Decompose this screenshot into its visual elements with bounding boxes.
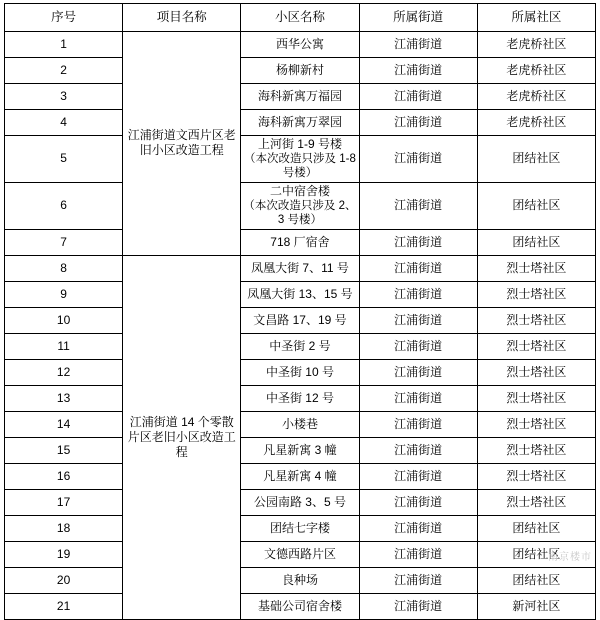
cell-residential-community: 老虎桥社区 [477,58,595,84]
cell-project-name: 江浦街道文西片区老旧小区改造工程 [123,32,241,256]
cell-index: 20 [5,567,123,593]
cell-street: 江浦街道 [359,489,477,515]
cell-street: 江浦街道 [359,110,477,136]
table-row [5,411,596,437]
table-row [5,515,596,541]
cell-community-name [241,333,359,359]
cell-community-name [241,281,359,307]
cell-residential-community: 烈士塔社区 [477,463,595,489]
cell-street: 江浦街道 [359,411,477,437]
cell-residential-community: 烈士塔社区 [477,359,595,385]
community-name-main: 中圣街 2 号 [269,338,331,353]
cell-community-name [241,84,359,110]
cell-community-name [241,489,359,515]
cell-community-name [241,437,359,463]
cell-street: 江浦街道 [359,463,477,489]
cell-index: 15 [5,437,123,463]
column-header-project: 项目名称 [123,4,241,32]
community-name-main: 上河街 1-9 号楼 [257,137,342,151]
table-row [5,136,596,183]
column-header-residential-community: 所属社区 [477,4,595,32]
table-row [5,255,596,281]
community-name-main: 文昌路 17、19 号 [253,312,347,327]
cell-community-name [241,515,359,541]
community-name-main: 海科新寓万翠园 [257,115,342,129]
cell-street: 江浦街道 [359,182,477,229]
cell-street: 江浦街道 [359,567,477,593]
cell-index: 10 [5,307,123,333]
table-row [5,281,596,307]
cell-residential-community: 团结社区 [477,567,595,593]
cell-community-name [241,359,359,385]
table-row [5,593,596,619]
cell-community-name [241,182,359,229]
cell-street: 江浦街道 [359,359,477,385]
cell-community-name [241,229,359,255]
community-name-main: 718 厂宿舍 [270,234,330,249]
cell-residential-community: 团结社区 [477,515,595,541]
cell-index: 17 [5,489,123,515]
table-header [5,4,596,32]
table-row [5,58,596,84]
table-body [5,32,596,620]
table-header-row [5,4,596,32]
cell-community-name [241,567,359,593]
table-row [5,463,596,489]
cell-index: 12 [5,359,123,385]
community-name-main: 凤凰大街 7、11 号 [251,260,349,275]
cell-community-name [241,541,359,567]
table-row [5,541,596,567]
cell-community-name [241,58,359,84]
cell-street: 江浦街道 [359,32,477,58]
cell-street: 江浦街道 [359,385,477,411]
cell-residential-community: 老虎桥社区 [477,84,595,110]
cell-street: 江浦街道 [359,84,477,110]
table-row [5,84,596,110]
column-header-index: 序号 [5,4,123,32]
community-name-main: 中圣街 10 号 [265,364,334,379]
cell-index: 4 [5,110,123,136]
cell-street: 江浦街道 [359,58,477,84]
renovation-projects-table [4,3,596,620]
cell-residential-community: 团结社区 [477,541,595,567]
cell-street: 江浦街道 [359,255,477,281]
cell-residential-community: 老虎桥社区 [477,110,595,136]
cell-index: 5 [5,136,123,183]
table-row [5,567,596,593]
community-name-note: （本次改造只涉及 2、3 号楼） [243,199,357,227]
cell-index: 1 [5,32,123,58]
column-header-community-name: 小区名称 [241,4,359,32]
community-name-main: 凡星新寓 3 幢 [263,442,337,457]
table-row [5,182,596,229]
cell-index: 21 [5,593,123,619]
cell-street: 江浦街道 [359,307,477,333]
community-name-main: 良种场 [281,572,318,587]
table-row [5,437,596,463]
table-row [5,307,596,333]
cell-index: 16 [5,463,123,489]
cell-index: 18 [5,515,123,541]
cell-street: 江浦街道 [359,333,477,359]
community-name-main: 团结七字楼 [269,520,330,535]
cell-street: 江浦街道 [359,541,477,567]
community-name-main: 基础公司宿舍楼 [257,598,342,613]
community-name-main: 西华公寓 [275,37,324,51]
community-name-main: 凡星新寓 4 幢 [263,468,337,483]
cell-community-name [241,307,359,333]
cell-residential-community: 烈士塔社区 [477,255,595,281]
table-row [5,333,596,359]
table-row [5,359,596,385]
cell-residential-community: 团结社区 [477,182,595,229]
cell-street: 江浦街道 [359,136,477,183]
cell-residential-community: 烈士塔社区 [477,333,595,359]
cell-residential-community: 烈士塔社区 [477,489,595,515]
column-header-street: 所属街道 [359,4,477,32]
cell-street: 江浦街道 [359,281,477,307]
cell-index: 13 [5,385,123,411]
cell-index: 9 [5,281,123,307]
community-name-main: 小楼巷 [281,416,318,431]
cell-community-name [241,255,359,281]
cell-index: 2 [5,58,123,84]
cell-community-name [241,411,359,437]
cell-residential-community: 老虎桥社区 [477,32,595,58]
cell-residential-community: 烈士塔社区 [477,411,595,437]
table-row [5,229,596,255]
cell-residential-community: 团结社区 [477,136,595,183]
cell-residential-community: 烈士塔社区 [477,437,595,463]
table-row [5,110,596,136]
cell-community-name [241,593,359,619]
community-name-main: 文德西路片区 [263,546,336,561]
cell-index: 7 [5,229,123,255]
community-name-main: 凤凰大街 13、15 号 [247,286,353,301]
cell-index: 19 [5,541,123,567]
cell-residential-community: 烈士塔社区 [477,385,595,411]
cell-index: 3 [5,84,123,110]
cell-street: 江浦街道 [359,593,477,619]
cell-index: 6 [5,182,123,229]
cell-index: 11 [5,333,123,359]
cell-street: 江浦街道 [359,437,477,463]
cell-residential-community: 团结社区 [477,229,595,255]
table-row [5,32,596,58]
watermark-text: 南京楼市 [548,552,592,563]
community-name-main: 杨柳新村 [275,63,324,77]
cell-street: 江浦街道 [359,515,477,541]
cell-community-name [241,32,359,58]
table-row [5,385,596,411]
cell-residential-community: 新河社区 [477,593,595,619]
table-row [5,489,596,515]
community-name-main: 二中宿舍楼 [269,183,330,198]
cell-index: 14 [5,411,123,437]
community-name-note: （本次改造只涉及 1-8 号楼） [244,153,356,180]
community-name-main: 海科新寓万福园 [257,89,342,103]
community-name-main: 中圣街 12 号 [265,390,334,405]
cell-community-name [241,136,359,183]
cell-community-name [241,385,359,411]
cell-residential-community: 烈士塔社区 [477,307,595,333]
cell-residential-community: 烈士塔社区 [477,281,595,307]
cell-community-name [241,463,359,489]
cell-index: 8 [5,255,123,281]
community-name-main: 公园南路 3、5 号 [253,494,346,509]
cell-street: 江浦街道 [359,229,477,255]
cell-project-name: 江浦街道 14 个零散片区老旧小区改造工程 [123,255,241,619]
cell-community-name [241,110,359,136]
